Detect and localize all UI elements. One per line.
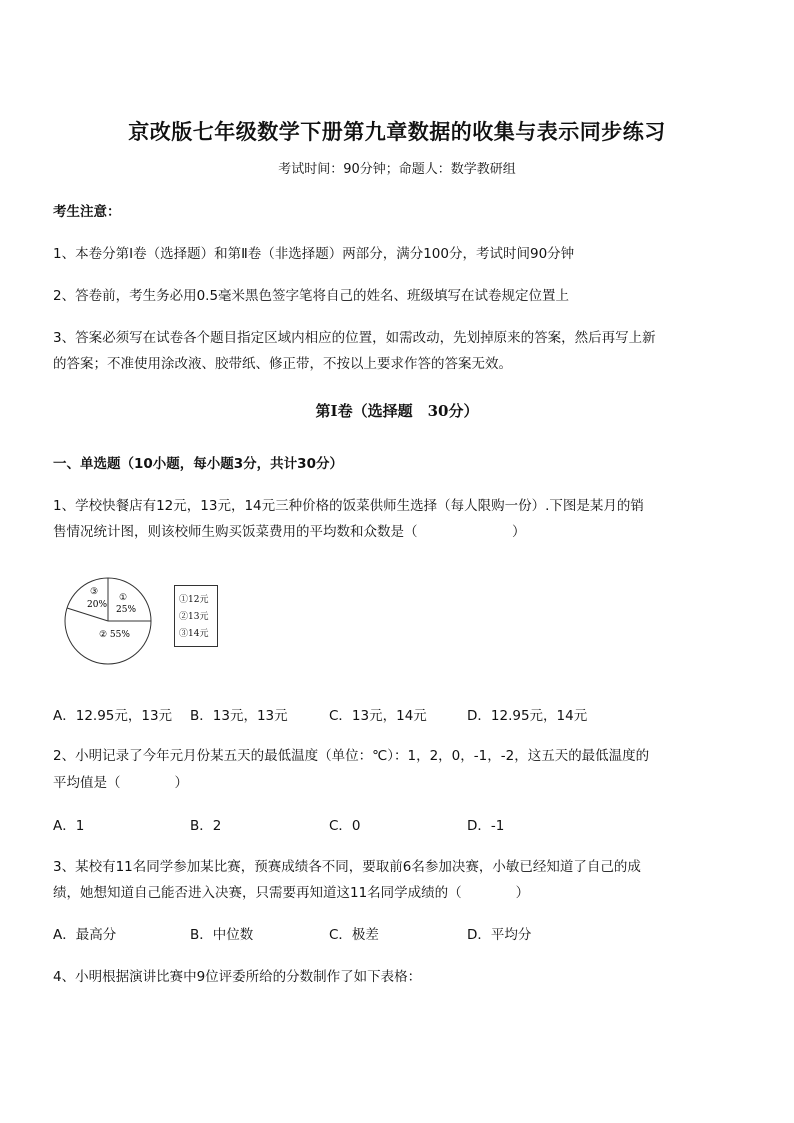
q2-option-a[interactable]: A．1 [53, 818, 85, 834]
pie-label-1-num: ① [119, 593, 128, 603]
q1-text-line-2: 售情况统计图，则该校师生购买饭菜费用的平均数和众数是（ ） [53, 524, 526, 540]
q1-pie-chart [60, 573, 160, 669]
notice-heading: 考生注意： [53, 204, 121, 220]
q1-pie-legend [174, 585, 218, 647]
q2-option-b[interactable]: B．2 [190, 818, 222, 834]
pie-label-1-pct: 25% [116, 605, 137, 615]
q1-option-d[interactable]: D．12.95元，14元 [467, 708, 588, 724]
section-title: 第Ⅰ卷（选择题 30分） [315, 402, 479, 420]
pie-label-2: ② 55% [99, 630, 130, 640]
pie-label-3-num: ③ [90, 587, 99, 597]
q1-option-a[interactable]: A．12.95元，13元 [53, 708, 173, 724]
q3-option-b[interactable]: B．中位数 [190, 927, 254, 943]
q3-option-d[interactable]: D．平均分 [467, 927, 532, 943]
q2-option-c[interactable]: C．0 [329, 818, 361, 834]
q4-text-line-1: 4、小明根据演讲比赛中9位评委所给的分数制作了如下表格： [53, 969, 422, 985]
legend-item-13: ②13元 [179, 612, 209, 622]
legend-item-12: ①12元 [179, 595, 209, 605]
q3-option-c[interactable]: C．极差 [329, 927, 379, 943]
q3-option-a[interactable]: A．最高分 [53, 927, 117, 943]
q3-text-line-1: 3、某校有11名同学参加某比赛，预赛成绩各不同，要取前6名参加决赛，小敏已经知道了自己的成 [53, 859, 641, 875]
notice-item-2: 2、答卷前，考生务必用0.5毫米黑色签字笔将自己的姓名、班级填写在试卷规定位置上 [53, 288, 570, 304]
q1-option-b[interactable]: B．13元，13元 [190, 708, 288, 724]
q3-text-line-2: 绩，她想知道自己能否进入决赛，只需要再知道这11名同学成绩的（ ） [53, 885, 530, 901]
q2-text-line-1: 2、小明记录了今年元月份某五天的最低温度（单位：℃）：1，2，0，-1，-2，这五天的最低温度的 [53, 748, 650, 764]
q1-option-c[interactable]: C．13元，14元 [329, 708, 427, 724]
q2-option-d[interactable]: D．-1 [467, 818, 505, 834]
notice-item-3-line-2: 的答案；不准使用涂改液、胶带纸、修正带，不按以上要求作答的答案无效。 [53, 356, 512, 372]
document-title: 京改版七年级数学下册第九章数据的收集与表示同步练习 [128, 119, 666, 144]
notice-item-1: 1、本卷分第Ⅰ卷（选择题）和第Ⅱ卷（非选择题）两部分，满分100分，考试时间90分钟 [53, 246, 575, 262]
legend-item-14: ③14元 [179, 629, 209, 639]
notice-item-3-line-1: 3、答案必须写在试卷各个题目指定区域内相应的位置，如需改动，先划掉原来的答案，然后再写上新 [53, 330, 656, 346]
q2-text-line-2: 平均值是（ ） [53, 775, 188, 791]
q1-text-line-1: 1、学校快餐店有12元，13元，14元三种价格的饭菜供师生选择（每人限购一份）.下图是某月的销 [53, 498, 644, 514]
part-heading: 一、单选题（10小题，每小题3分，共计30分） [53, 456, 343, 472]
exam-info: 考试时间：90分钟；命题人：数学教研组 [278, 162, 516, 177]
pie-label-3-pct: 20% [87, 600, 108, 610]
